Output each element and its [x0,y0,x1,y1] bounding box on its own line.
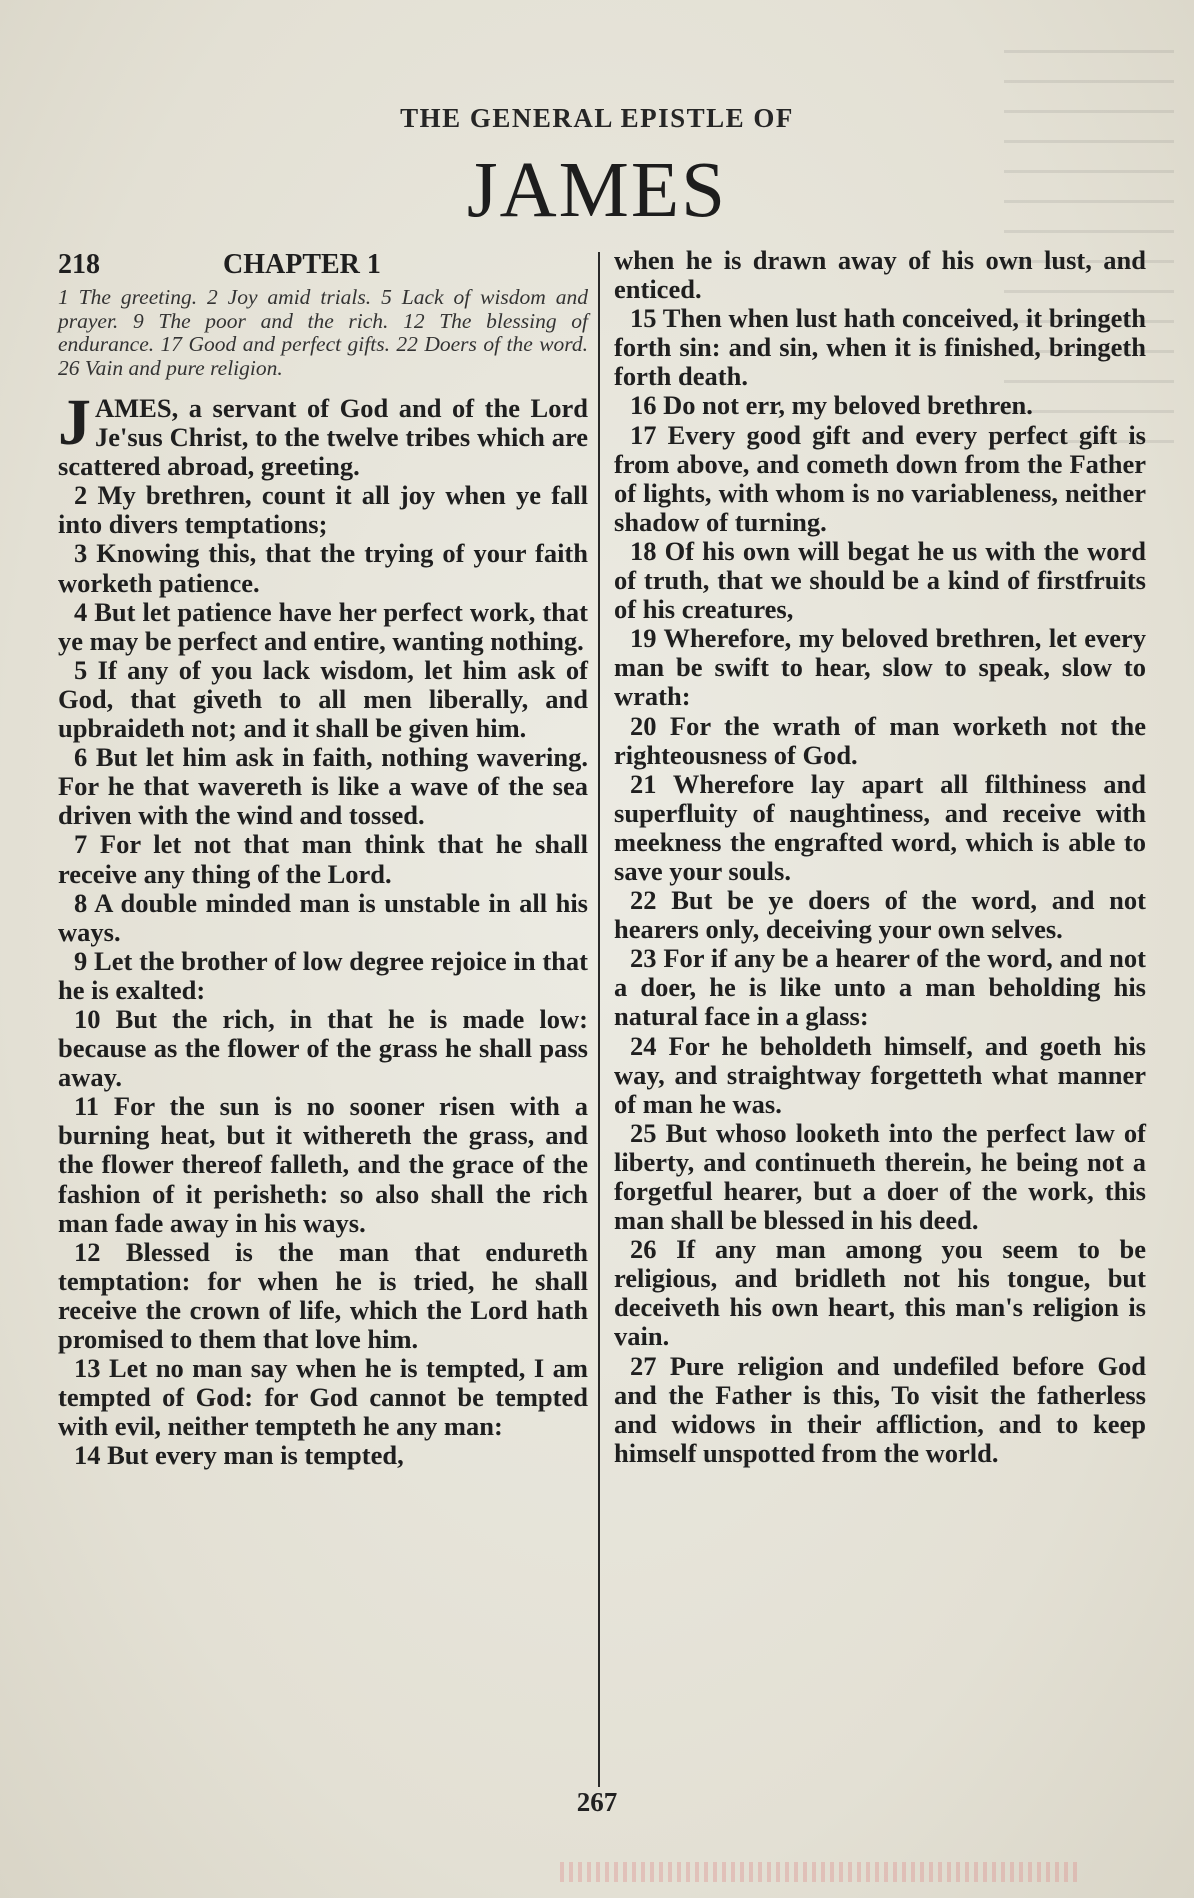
book-title: JAMES [466,147,728,234]
verse-17: 17 Every good gift and every perfect gift is from above, and cometh down from the Father of lights, with whom is no variableness, neither shadow of turning. [614,419,1146,537]
verse-13: 13 Let no man say when he is tempted, I am tempted of God: for God cannot be tempted with evil, neither tempteth he any man: [58,1353,588,1442]
verse-19: 19 Wherefore, my beloved brethren, let every man be swift to hear, slow to speak, slow to wrath: [614,623,1146,712]
verse-2: 2 My brethren, count it all joy when ye fall into divers temptations; [58,480,588,540]
page-edge-stain [560,1862,1080,1882]
verse-4: 4 But let patience have her perfect work, that ye may be perfect and entire, wanting nothing. [58,596,588,656]
verse-9: 9 Let the brother of low degree rejoice in that he is exalted: [58,945,588,1005]
verse-25: 25 But whoso looketh into the perfect law of liberty, and continueth therein, he being not a forgetful hearer, but a doer of the work, this man shall be blessed in his deed. [614,1117,1146,1236]
chapter-summary: 1 The greeting. 2 Joy amid trials. 5 Lack of wisdom and prayer. 9 The poor and the rich. 12 The blessing of endurance. 17 Good and perfect gifts. 22 Doers of the word. 26 Vain and pure religion. [58,285,588,380]
right-column [614,246,1146,1468]
left-column [58,248,588,1470]
verse-8: 8 A double minded man is unstable in all his ways. [58,887,588,947]
verse-16: 16 Do not err, my beloved brethren. [630,390,1033,421]
verse-27: 27 Pure religion and undefiled before God and the Father is this, To visit the fatherless and widows in their affliction, and to keep himself unspotted from the world. [614,1350,1146,1468]
verse-1-text: AMES, a servant of God and of the Lord Je'sus Christ, to the twelve tribes which are scattered abroad, greeting. [58,393,588,482]
verse-12: 12 Blessed is the man that endureth temptation: for when he is tried, he shall receive the crown of life, which the Lord hath promised to them that love him. [58,1236,588,1354]
verse-26: 26 If any man among you seem to be religious, and bridleth not his tongue, but deceiveth his own heart, this man's religion is vain. [614,1234,1146,1352]
verse-6: 6 But let him ask in faith, nothing wavering. For he that wavereth is like a wave of the sea driven with the wind and tossed. [58,742,588,831]
verse-7: 7 For let not that man think that he shall receive any thing of the Lord. [58,829,588,889]
chapter-page-ref: 218 [58,249,100,280]
drop-cap: J [58,386,91,459]
verse-15: 15 Then when lust hath conceived, it bringeth forth sin: and sin, when it is finished, bringeth forth death. [614,303,1146,392]
epistle-subtitle: THE GENERAL EPISTLE OF [400,103,794,133]
verse-1 [58,386,588,482]
verse-14-continued: when he is drawn away of his own lust, and enticed. [614,245,1146,305]
verse-3: 3 Knowing this, that the trying of your faith worketh patience. [58,538,588,598]
verse-5: 5 If any of you lack wisdom, let him ask of God, that giveth to all men liberally, and upbraideth not; and it shall be given him. [58,654,588,744]
verse-24: 24 For he beholdeth himself, and goeth his way, and straightway forgetteth what manner of man he was. [614,1030,1146,1119]
verse-21: 21 Wherefore lay apart all filthiness and superfluity of naughtiness, and receive with meekness the engrafted word, which is able to save your souls. [614,768,1146,886]
verse-11: 11 For the sun is no sooner risen with a burning heat, but it withereth the grass, and the flower thereof falleth, and the grace of the fashion of it perisheth: so also shall the rich man fade away in his ways. [58,1091,588,1238]
verse-14-start: 14 But every man is tempted, [74,1440,404,1471]
chapter-heading-row [58,248,588,282]
verse-23: 23 For if any be a hearer of the word, and not a doer, he is like unto a man beholding his natural face in a glass: [614,943,1146,1032]
verse-18: 18 Of his own will begat he us with the word of truth, that we should be a kind of firstfruits of his creatures, [614,535,1146,625]
chapter-heading: CHAPTER 1 [223,249,381,280]
verse-22: 22 But be ye doers of the word, and not hearers only, deceiving your own selves. [614,885,1146,945]
verse-10: 10 But the rich, in that he is made low: because as the flower of the grass he shall pass away. [58,1003,588,1093]
column-divider [598,252,600,1787]
verse-20: 20 For the wrath of man worketh not the righteousness of God. [614,710,1146,770]
page-number: 267 [576,1787,618,1817]
